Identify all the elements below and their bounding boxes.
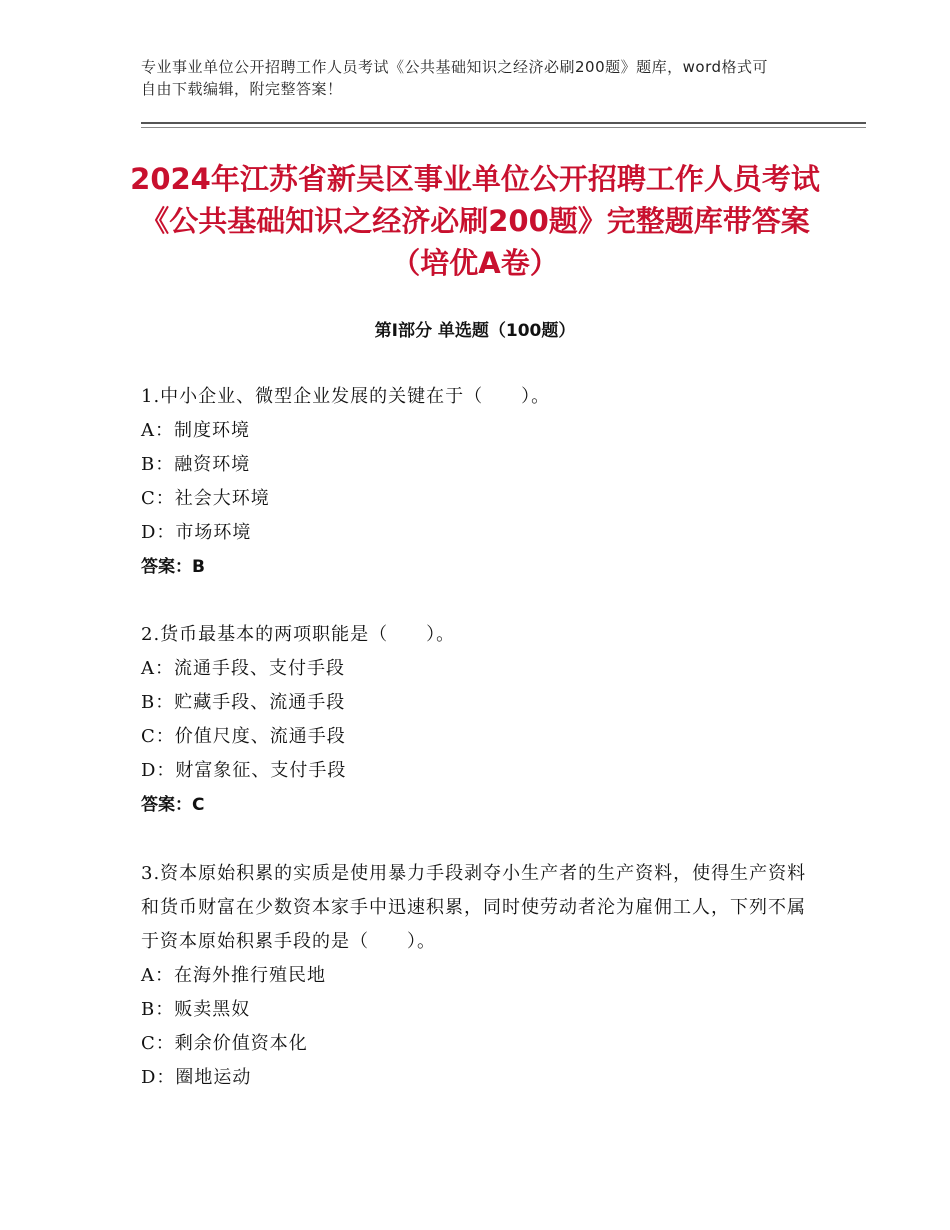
answer: 答案：B [141,557,205,577]
question-text: 1.中小企业、微型企业发展的关键在于（ ）。 [141,386,551,407]
option-c: C：剩余价值资本化 [141,1033,308,1054]
header-note: 专业事业单位公开招聘工作人员考试《公共基础知识之经济必刷200题》题库，word格式可自由下载编辑，附完整答案！ [141,58,769,98]
option-b: B：贩卖黑奴 [141,999,251,1020]
answer: 答案：C [141,795,205,815]
option-a: A：制度环境 [141,420,250,441]
option-b: B：贮藏手段、流通手段 [141,692,346,713]
question-1 [141,380,821,584]
option-d: D：财富象征、支付手段 [141,760,347,781]
header-rule-thin [141,127,866,128]
section-title: 第I部分 单选题（100题） [374,321,576,341]
question-2 [141,618,821,822]
header-rule-thick [141,122,866,124]
question-text: 3.资本原始积累的实质是使用暴力手段剥夺小生产者的生产资料，使得生产资料和货币财富在少数资本家手中迅速积累，同时使劳动者沦为雇佣工人，下列不属于资本原始积累手段的是（ ）。 [141,863,807,952]
option-a: A：流通手段、支付手段 [141,658,345,679]
option-d: D：圈地运动 [141,1067,252,1088]
question-text: 2.货币最基本的两项职能是（ ）。 [141,624,456,645]
option-b: B：融资环境 [141,454,251,475]
document-title: 2024年江苏省新吴区事业单位公开招聘工作人员考试《公共基础知识之经济必刷200题》完整题库带答案（培优A卷） [130,162,820,280]
option-c: C：社会大环境 [141,488,270,509]
option-c: C：价值尺度、流通手段 [141,726,346,747]
option-a: A：在海外推行殖民地 [141,965,326,986]
question-3 [141,857,821,1095]
option-d: D：市场环境 [141,522,252,543]
